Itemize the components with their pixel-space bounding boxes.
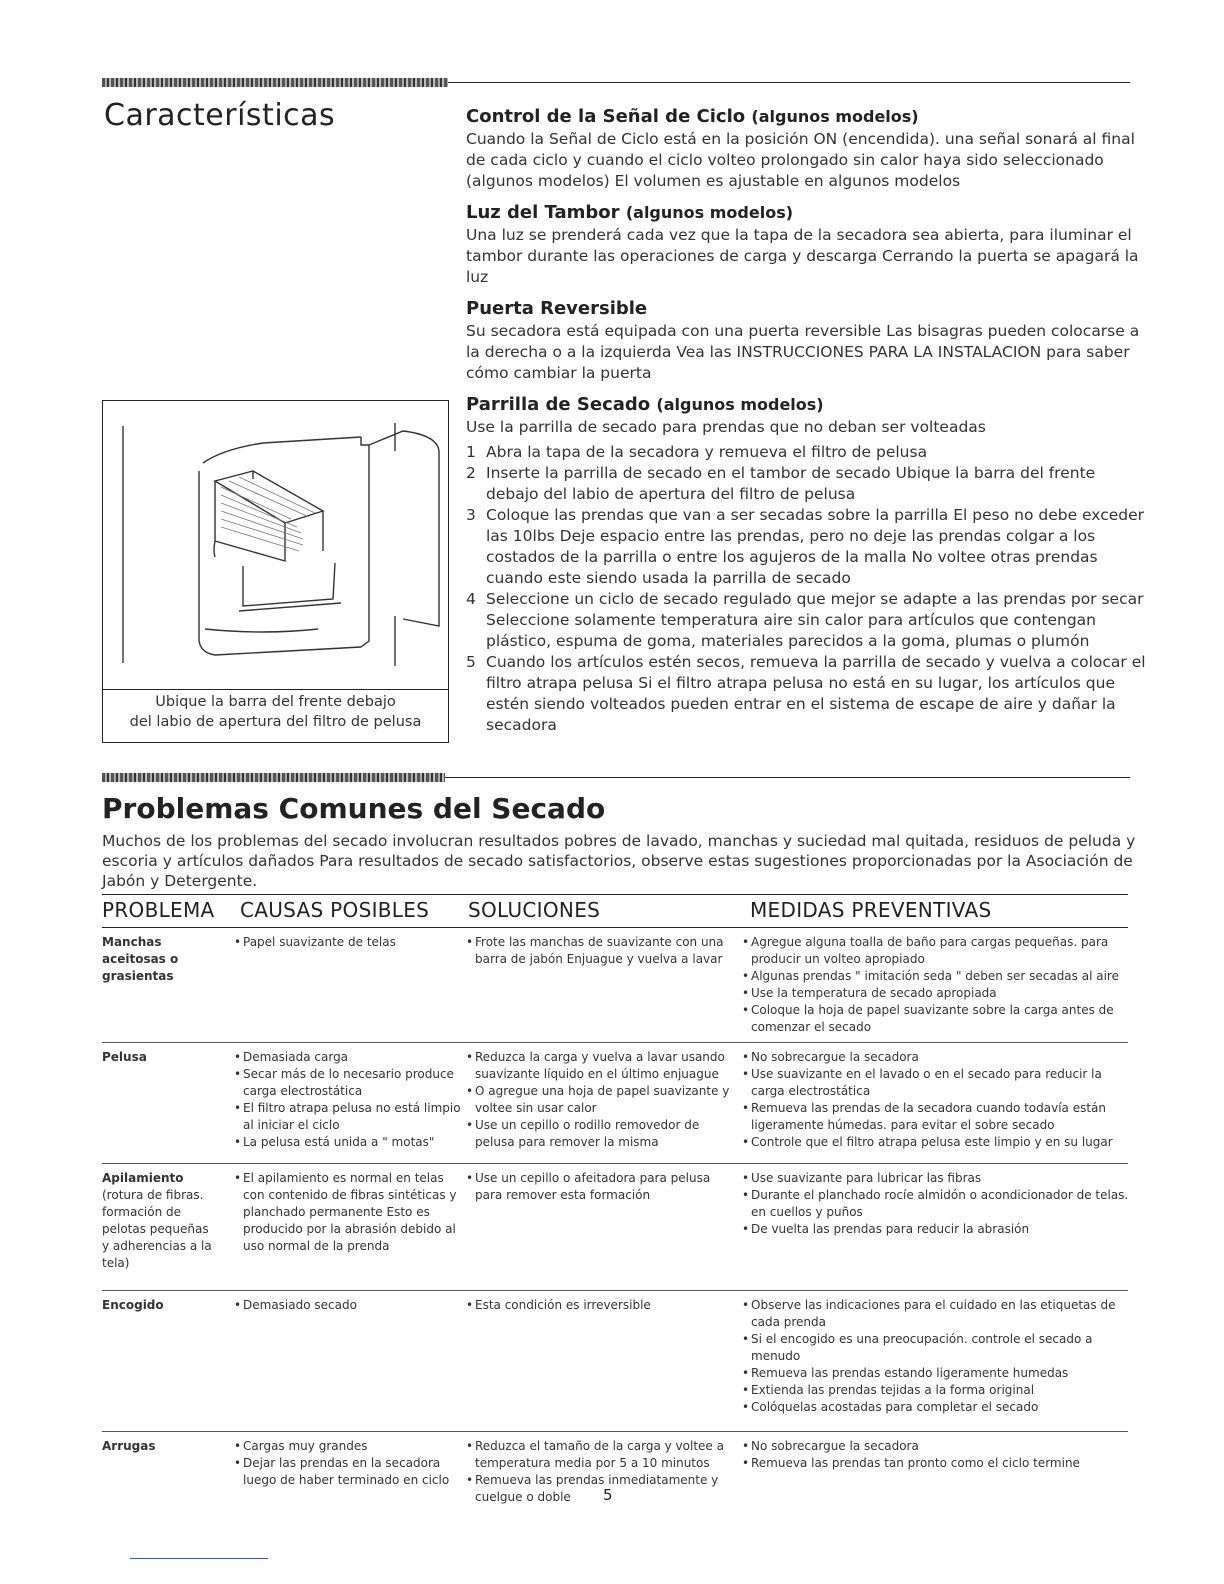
problem-cell: Manchas aceitosas o grasientas	[102, 935, 179, 983]
section-divider-bar	[102, 773, 445, 782]
problem-cell: Encogido	[102, 1298, 164, 1312]
table-header	[102, 894, 1128, 928]
step-item: 2 Inserte la parrilla de secado en el tambor de secado Ubique la barra del frente debajo del labio de apertura del filtro de pelusa	[466, 464, 1096, 503]
prevention-cell: • Agregue alguna toalla de baño para cargas pequeñas. para producir un volteo apropiado • Algunas prendas " imitación seda " deben ser secadas al aire • Use la temperatura de secado apropiada • Coloque la hoja de papel suavizante sobre la carga antes de comenzar el secado	[742, 934, 1130, 1036]
feature-subtitle: (algunos modelos)	[625, 203, 794, 222]
section-divider-line	[448, 82, 1130, 83]
solutions-cell: • Use un cepillo o afeitadora para pelusa para remover esta formación	[466, 1170, 736, 1204]
step-item: 1 Abra la tapa de la secadora y remueva el filtro de pelusa	[466, 443, 928, 461]
feature-subtitle: (algunos modelos)	[751, 107, 919, 126]
features-heading: Características	[104, 98, 336, 133]
causes-cell: • Demasiada carga • Secar más de lo necesario produce carga electrostática • El filtro atrapa pelusa no está limpio al iniciar el ciclo • La pelusa está unida a " motas"	[234, 1049, 462, 1151]
feature-title: Puerta Reversible	[466, 298, 648, 319]
feature-reversible-door	[466, 298, 1148, 384]
causes-cell: • Demasiado secado	[234, 1297, 462, 1314]
page-number: 5	[603, 1486, 613, 1504]
feature-body: Una luz se prenderá cada vez que la tapa de la secadora sea abierta, para iluminar el tambor durante las operaciones de carga y descarga Cerrando la puerta se apagará la luz	[466, 226, 1139, 286]
table-row	[102, 1291, 1128, 1432]
table-row	[102, 1043, 1128, 1164]
footer-rule	[130, 1558, 268, 1559]
feature-title: Parrilla de Secado	[466, 394, 651, 415]
problem-cell: Arrugas	[102, 1439, 156, 1453]
col-header-solutions: SOLUCIONES	[468, 898, 601, 922]
table-row	[102, 928, 1128, 1043]
feature-body: Use la parrilla de secado para prendas que no deban ser volteadas	[466, 418, 986, 436]
figure-caption: Ubique la barra del frente debajo del labio de apertura del filtro de pelusa	[103, 689, 448, 742]
col-header-causes: CAUSAS POSIBLES	[240, 898, 430, 922]
solutions-cell: • Reduzca el tamaño de la carga y voltee a temperatura media por 5 a 10 minutos • Remueva las prendas inmediatamente y cuelgue o doble	[466, 1438, 736, 1506]
prevention-cell: • Observe las indicaciones para el cuidado en las etiquetas de cada prenda • Si el encogido es una preocupación. controle el secado a menudo • Remueva las prendas estando ligeramente humedas • Extienda las prendas tejidas a la forma original • Colóquelas acostadas para completar el secado	[742, 1297, 1130, 1416]
table-row	[102, 1432, 1128, 1512]
prevention-cell: • Use suavizante para lubricar las fibras • Durante el planchado rocíe almidón o acondicionador de telas. en cuellos y puños • De vuelta las prendas para reducir la abrasión	[742, 1170, 1130, 1238]
step-item: 3 Coloque las prendas que van a ser secadas sobre la parrilla El peso no debe exceder las 10lbs Deje espacio entre las prendas, pero no deje las prendas colgar a los costados de la parrilla o entre los agujeros de la malla No voltee otras prendas cuando este siendo usada la parrilla de secado	[466, 506, 1145, 587]
feature-cycle-signal	[466, 106, 1148, 192]
causes-cell: • El apilamiento es normal en telas con contenido de fibras sintéticas y planchado permanente Esto es producido por la abrasión debido al uso normal de la prenda	[234, 1170, 462, 1255]
problem-description: (rotura de fibras. formación de pelotas pequeñas y adherencias a la tela)	[102, 1188, 212, 1270]
causes-cell: • Papel suavizante de telas	[234, 934, 462, 951]
dryer-drum-illustration	[103, 401, 448, 691]
prevention-cell: • No sobrecargue la secadora • Remueva las prendas tan pronto como el ciclo termine	[742, 1438, 1130, 1472]
section-divider-bar	[102, 78, 448, 87]
feature-title: Luz del Tambor	[466, 202, 620, 223]
col-header-prevention: MEDIDAS PREVENTIVAS	[750, 898, 992, 922]
causes-cell: • Cargas muy grandes • Dejar las prendas en la secadora luego de haber terminado en ciclo	[234, 1438, 462, 1489]
solutions-cell: • Reduzca la carga y vuelva a lavar usando suavizante líquido en el último enjuague • O agregue una hoja de papel suavizante y voltee sin usar calor • Use un cepillo o rodillo removedor de pelusa para remover la misma	[466, 1049, 736, 1151]
drying-rack-figure	[102, 400, 449, 743]
problems-table	[102, 894, 1128, 1512]
solutions-cell: • Frote las manchas de suavizante con una barra de jabón Enjuague y vuelva a lavar	[466, 934, 736, 968]
step-item: 5 Cuando los artículos estén secos, remueva la parrilla de secado y vuelva a colocar el filtro atrapa pelusa Si el filtro atrapa pelusa no está en su lugar, los artículos que estén siendo volteados pueden entrar en el sistema de escape de aire y dañar la secadora	[466, 653, 1146, 734]
feature-body: Cuando la Señal de Ciclo está en la posición ON (encendida). una señal sonará al final de cada ciclo y cuando el ciclo volteo prolongado sin calor haya sido seleccionado (algunos modelos) El volumen es ajustable en algunos modelos	[466, 130, 1135, 190]
feature-subtitle: (algunos modelos)	[656, 395, 824, 414]
col-header-problem: PROBLEMA	[102, 898, 215, 922]
problem-cell: Apilamiento (rotura de fibras. formación de pelotas pequeñas y adherencias a la tela)	[102, 1170, 220, 1272]
solutions-cell: • Esta condición es irreversible	[466, 1297, 736, 1314]
feature-title: Control de la Señal de Ciclo	[466, 106, 746, 127]
problems-heading: Problemas Comunes del Secado	[102, 792, 606, 825]
prevention-cell: • No sobrecargue la secadora • Use suavizante en el lavado o en el secado para reducir la carga electrostática • Remueva las prendas de la secadora cuando todavía están ligeramente húmedas. para evitar el sobre secado • Controle que el filtro atrapa pelusa este limpio y en su lugar	[742, 1049, 1130, 1151]
feature-drum-light	[466, 202, 1148, 288]
step-item: 4 Seleccione un ciclo de secado regulado que mejor se adapte a las prendas por secar Seleccione solamente temperatura aire sin calor para artículos que contengan plástico, espuma de goma, materiales parecidos a la goma, plumas o plumón	[466, 590, 1144, 650]
problem-cell: Pelusa	[102, 1050, 147, 1064]
features-list	[466, 106, 1148, 746]
feature-body: Su secadora está equipada con una puerta reversible Las bisagras pueden colocarse a la derecha o a la izquierda Vea las INSTRUCCIONES PARA LA INSTALACION para saber cómo cambiar la puerta	[466, 322, 1140, 382]
table-row	[102, 1164, 1128, 1291]
feature-drying-rack	[466, 394, 1148, 736]
problems-intro: Muchos de los problemas del secado involucran resultados pobres de lavado, manchas y suciedad mal quitada, residuos de peluda y escoria y artículos dañados Para resultados de secado satisfactorios, observe estas sugestiones proporcionadas por la Asociación de Jabón y Detergente.	[102, 832, 1136, 890]
section-divider-line	[445, 777, 1130, 778]
drying-rack-steps	[466, 442, 1148, 736]
